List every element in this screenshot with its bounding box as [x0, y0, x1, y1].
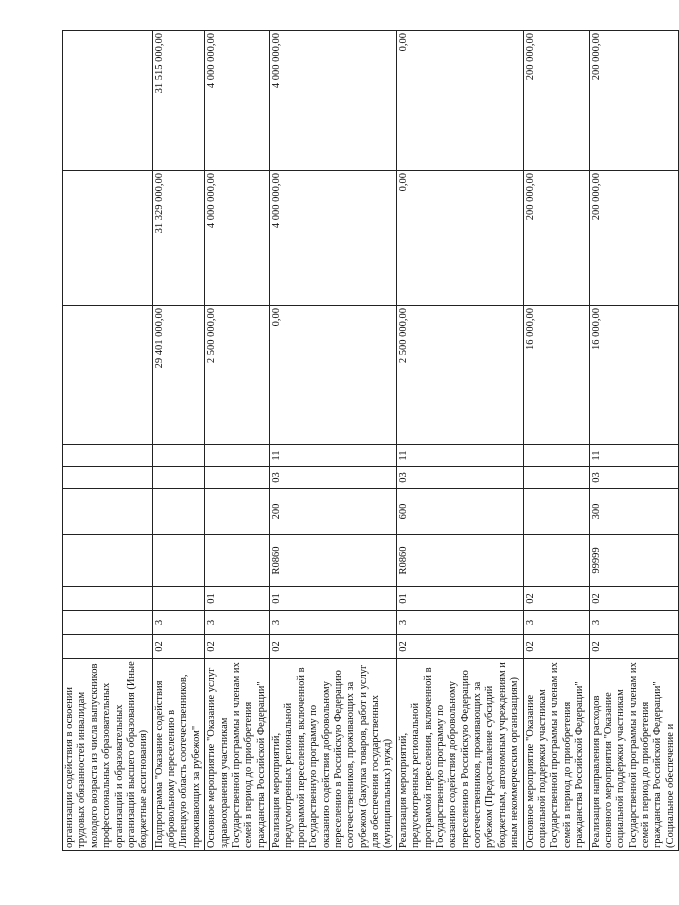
amount-year1-cell: 29 401 000,00: [152, 306, 205, 445]
subsection-code-cell: 11: [396, 445, 523, 467]
grbs-code-cell: 02: [523, 635, 589, 659]
section-code-cell: [63, 467, 153, 489]
amount-year3-cell: 4 000 000,00: [205, 31, 270, 171]
subprogram-code-cell: 01: [270, 587, 397, 611]
subprogram-code-cell: [63, 587, 153, 611]
program-code-cell: 3: [523, 611, 589, 635]
amount-year3-cell: 4 000 000,00: [270, 31, 397, 171]
target-article-cell: [63, 535, 153, 587]
section-code-cell: 03: [396, 467, 523, 489]
target-article-cell: 99999: [589, 535, 679, 587]
amount-year3-cell: 0,00: [396, 31, 523, 171]
table-body: [63, 31, 679, 851]
amount-year2-cell: [63, 171, 153, 306]
amount-year2-cell: 31 329 000,00: [152, 171, 205, 306]
grbs-code-cell: 02: [396, 635, 523, 659]
expense-type-cell: [152, 489, 205, 535]
table-row: [152, 31, 205, 851]
program-code-cell: 3: [589, 611, 679, 635]
amount-year2-cell: 4 000 000,00: [270, 171, 397, 306]
budget-table: [62, 30, 679, 851]
rotated-table-container: [62, 31, 676, 851]
grbs-code-cell: [63, 635, 153, 659]
subprogram-code-cell: 02: [523, 587, 589, 611]
row-name-cell: Основное мероприятие "Оказание социальной поддержки участникам Государственной программы и членам их семей в период до приобретения гражданства Российской Федерации": [523, 659, 589, 851]
amount-year3-cell: 200 000,00: [523, 31, 589, 171]
program-code-cell: 3: [205, 611, 270, 635]
amount-year3-cell: 200 000,00: [589, 31, 679, 171]
row-name-cell: Подпрограмма "Оказание содействия добровольному переселению в Липецкую область соотечественников, проживающих за рубежом": [152, 659, 205, 851]
subsection-code-cell: 11: [589, 445, 679, 467]
section-code-cell: [205, 467, 270, 489]
program-code-cell: 3: [396, 611, 523, 635]
row-name-cell: Реализация направления расходов основного мероприятия "Оказание социальной поддержки участникам Государственной программы и членам их семей в период до приобретения гражданства Российской Федерации" (Социальное обеспечение и: [589, 659, 679, 851]
section-code-cell: [523, 467, 589, 489]
subsection-code-cell: [63, 445, 153, 467]
section-code-cell: 03: [589, 467, 679, 489]
program-code-cell: 3: [152, 611, 205, 635]
target-article-cell: [523, 535, 589, 587]
grbs-code-cell: 02: [589, 635, 679, 659]
amount-year2-cell: 200 000,00: [589, 171, 679, 306]
subprogram-code-cell: 01: [205, 587, 270, 611]
expense-type-cell: 600: [396, 489, 523, 535]
amount-year3-cell: [63, 31, 153, 171]
table-row: [589, 31, 679, 851]
amount-year1-cell: 0,00: [270, 306, 397, 445]
amount-year1-cell: 16 000,00: [523, 306, 589, 445]
table-row: [523, 31, 589, 851]
row-name-cell: Реализация мероприятий, предусмотренных региональной программой переселения, включенной в Государственную программу по оказанию содействия добровольному переселению в Российскую Федерацию соотечественников, проживающих за рубежом (Предоставление субсидий бюджетным, автономным учреждениям и иным некоммерческим организациям): [396, 659, 523, 851]
table-row: [205, 31, 270, 851]
grbs-code-cell: 02: [270, 635, 397, 659]
subsection-code-cell: [205, 445, 270, 467]
subsection-code-cell: [523, 445, 589, 467]
expense-type-cell: [523, 489, 589, 535]
amount-year1-cell: [63, 306, 153, 445]
section-code-cell: [152, 467, 205, 489]
amount-year2-cell: 4 000 000,00: [205, 171, 270, 306]
program-code-cell: 3: [270, 611, 397, 635]
subsection-code-cell: 11: [270, 445, 397, 467]
target-article-cell: [205, 535, 270, 587]
amount-year1-cell: 2 500 000,00: [396, 306, 523, 445]
amount-year3-cell: 31 515 000,00: [152, 31, 205, 171]
expense-type-cell: [205, 489, 270, 535]
amount-year2-cell: 200 000,00: [523, 171, 589, 306]
expense-type-cell: [63, 489, 153, 535]
expense-type-cell: 300: [589, 489, 679, 535]
target-article-cell: [152, 535, 205, 587]
grbs-code-cell: 02: [152, 635, 205, 659]
subprogram-code-cell: [152, 587, 205, 611]
row-name-cell: Основное мероприятие "Оказание услуг здравоохранения участникам Государственной программы и членам их семей в период до приобретения гражданства Российской Федерации": [205, 659, 270, 851]
expense-type-cell: 200: [270, 489, 397, 535]
subprogram-code-cell: 02: [589, 587, 679, 611]
grbs-code-cell: 02: [205, 635, 270, 659]
amount-year1-cell: 2 500 000,00: [205, 306, 270, 445]
table-row: [63, 31, 153, 851]
subprogram-code-cell: 01: [396, 587, 523, 611]
amount-year2-cell: 0,00: [396, 171, 523, 306]
section-code-cell: 03: [270, 467, 397, 489]
row-name-cell: Реализация мероприятий, предусмотренных региональной программой переселения, включенной в Государственную программу по оказанию содействия добровольному переселению в Российскую Федерацию соотечественников, проживающих за рубежом (Закупка товаров, работ и услуг для обеспечения государственных (муниципальных) нужд): [270, 659, 397, 851]
table-row: [396, 31, 523, 851]
table-row: [270, 31, 397, 851]
target-article-cell: R0860: [396, 535, 523, 587]
amount-year1-cell: 16 000,00: [589, 306, 679, 445]
target-article-cell: R0860: [270, 535, 397, 587]
program-code-cell: [63, 611, 153, 635]
row-name-cell: организации содействия в освоении трудовых обязанностей инвалидам молодого возраста из числа выпускников профессиональных образовательных организаций и образовательных организаций высшего образования (Иные бюджетные ассигнования): [63, 659, 153, 851]
subsection-code-cell: [152, 445, 205, 467]
